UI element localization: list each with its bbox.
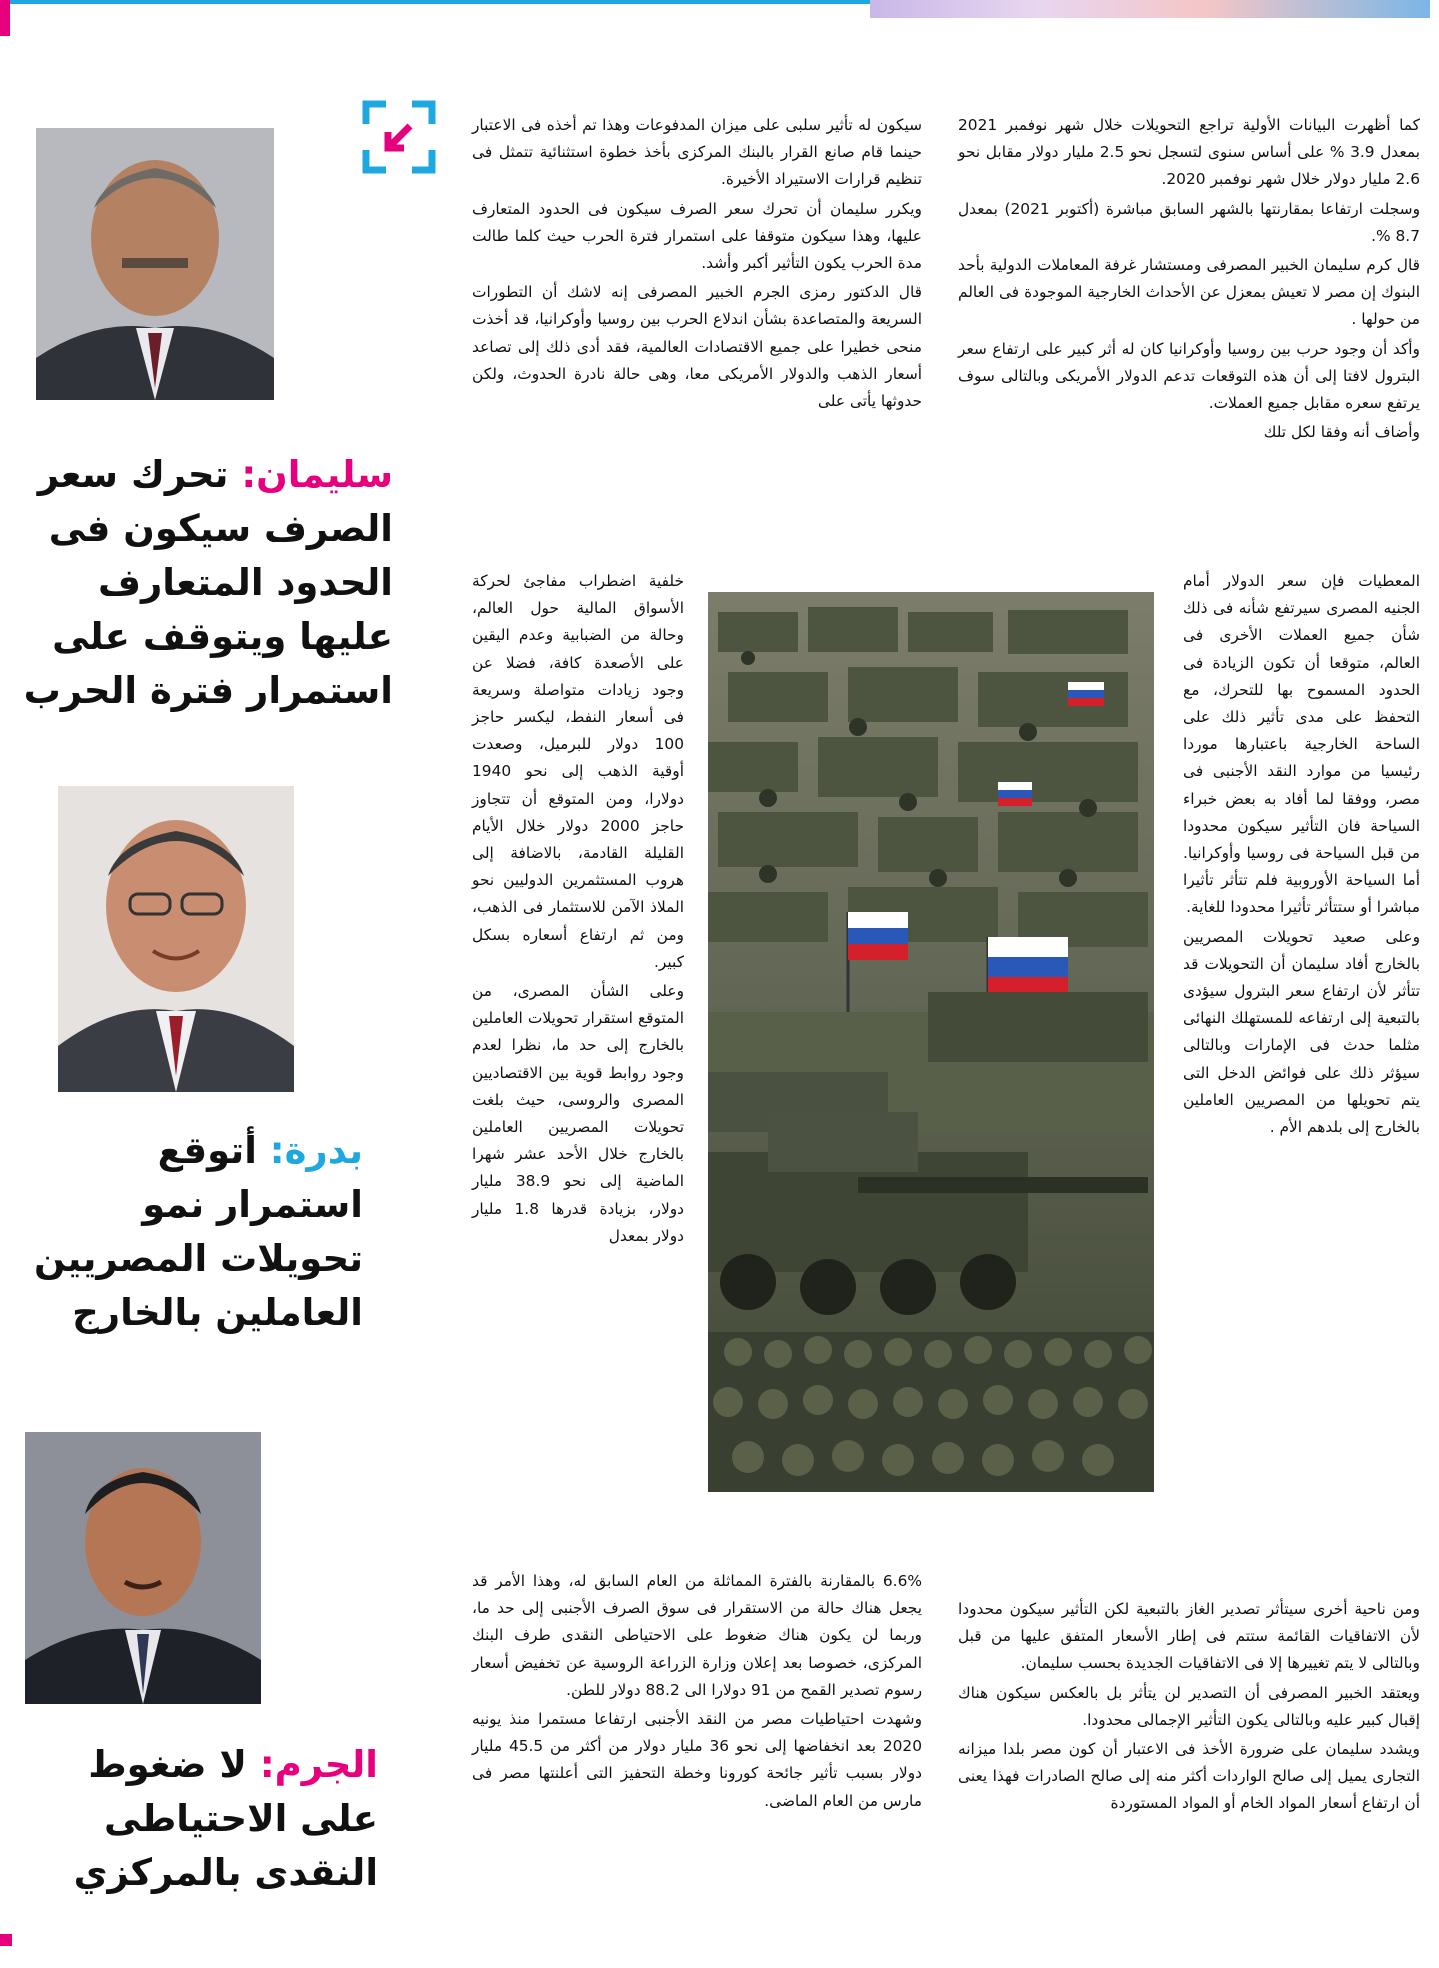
headline-speaker: سليمان: xyxy=(241,453,393,496)
headline-algarm xyxy=(18,1738,378,1900)
headline-text: أتوقع استمرار نمو تحويلات المصريين العاملين بالخارج xyxy=(34,1129,363,1334)
corner-accent-mark xyxy=(0,0,10,36)
portrait-algarm-photo xyxy=(25,1432,261,1704)
headline-speaker: بدرة: xyxy=(269,1129,363,1172)
military-convoy-photo xyxy=(708,592,1154,1492)
paragraph: قال كرم سليمان الخبير المصرفى ومستشار غرفة المعاملات الدولية بأحد البنوك إن مصر لا تعيش بمعزل عن الأحداث الخارجية الموجودة فى العالم من حولها . xyxy=(958,256,1420,329)
article-column-right-bottom xyxy=(958,1596,1420,1820)
paragraph: وعلى صعيد تحويلات المصريين بالخارج أفاد سليمان أن التحويلات قد تتأثر لأن ارتفاع سعر البترول سيؤدى بالتبعية إلى ارتفاعه للمستهلك النهائى مثلما حدث فى الإمارات وبالتالى سيؤثر ذلك على فوائض الدخل التى يتم تحويلها من المصريين العاملين بالخارج إلى بلدهم الأم . xyxy=(1183,927,1420,1137)
paragraph: قال الدكتور رمزى الجرم الخبير المصرفى إنه لاشك أن التطورات السريعة والمتصاعدة بشأن اندلاع الحرب بين روسيا وأوكرانيا، قد أخذت منحى خطيرا على جميع الاقتصادات العالمية، فقد أدى ذلك إلى تصاعد أسعار الذهب والدولار الأمريكى معا، وهى حالة نادرة الحدوث، ولكن حدوثها يأتى على xyxy=(472,283,922,411)
paragraph: خلفية اضطراب مفاجئ لحركة الأسواق المالية حول العالم، وحالة من الضبابية وعدم اليقين على الأصعدة كافة، فضلا عن وجود زيادات متواصلة وسريعة فى أسعار النفط، ليكسر حاجز 100 دولار للبرميل، وصعدت أوقية الذهب إلى نحو 1940 دولارا، ومن المتوقع أن تتجاوز حاجز 2000 دولار خلال الأيام القليلة القادمة، بالاضافة إلى هروب المستثمرين الدوليين نحو الملاذ الآمن للاستثمار فى الذهب، ومن ثم ارتفاع أسعاره بسكل كبير. xyxy=(472,572,685,971)
paragraph: ويعتقد الخبير المصرفى أن التصدير لن يتأثر بل بالعكس سيكون هناك إقبال كبير عليه وبالتالى يكون التأثير الإجمالى محدودا. xyxy=(958,1683,1420,1729)
paragraph: سيكون له تأثير سلبى على ميزان المدفوعات وهذا تم أخذه فى الاعتبار حينما قام صانع القرار بالبنك المركزى بأخذ خطوة استثنائية تتمثل فى تنظيم قرارات الاستيراد الأخيرة. xyxy=(472,116,922,189)
paragraph: ومن ناحية أخرى سيتأثر تصدير الغاز بالتبعية لكن التأثير سيكون محدودا لأن الاتفاقيات القائمة ستتم فى إطار الأسعار المتفق عليها من قبل وبالتالى لا يتم تغييرها إلا فى الاتفاقيات الجديدة بحسب سليمان. xyxy=(958,1600,1420,1673)
paragraph: وأضاف أنه وفقا لكل تلك xyxy=(1263,423,1420,442)
article-column-right-narrow xyxy=(1183,568,1420,1143)
portrait-soliman-photo xyxy=(36,128,274,400)
paragraph: وعلى الشأن المصرى، من المتوقع استقرار تحويلات العاملين بالخارج إلى حد ما، نظرا لعدم وجود روابط قوية بين الاقتصاديين المصرى والروسى، حيث بلغت تحويلات المصريين العاملين بالخارج خلال الأحد عشر شهرا الماضية إلى نحو 38.9 مليار دولار، بزيادة قدرها 1.8 مليار دولار بمعدل xyxy=(472,982,685,1245)
paragraph: وأكد أن وجود حرب بين روسيا وأوكرانيا كان له أثر كبير على ارتفاع سعر البترول لافتا إلى أن هذه التوقعات تدعم الدولار الأمريكى وبالتالى سوف يرتفع سعره مقابل جميع العملات. xyxy=(958,339,1420,413)
article-column-middle xyxy=(472,112,922,417)
paragraph: وسجلت ارتفاعا بمقارنتها بالشهر السابق مباشرة (أكتوبر 2021) بمعدل 8.7 %. xyxy=(958,199,1421,245)
headline-badra xyxy=(18,1124,363,1340)
top-decorative-strip xyxy=(870,0,1430,18)
paragraph: كما أظهرت البيانات الأولية تراجع التحويلات خلال شهر نوفمبر 2021 بمعدل 3.9 % على أساس سنوى لتسجل نحو 2.5 مليار دولار مقابل نحو 2.6 مليار دولار خلال شهر نوفمبر 2020. xyxy=(958,116,1420,189)
article-column-right xyxy=(958,112,1420,448)
paragraph: ويشدد سليمان على ضرورة الأخذ فى الاعتبار أن كون مصر بلدا ميزانه التجارى يميل إلى صالح الواردات أكثر منه إلى صالح الصادرات فهذا يعنى أن ارتفاع أسعار المواد الخام أو المواد المستوردة xyxy=(958,1740,1420,1813)
paragraph: ويكرر سليمان أن تحرك سعر الصرف سيكون فى الحدود المتعارف عليها، وهذا سيكون متوقفا على استمرار فترة الحرب حيث كلما طالت مدة الحرب يكون التأثير أكبر وأشد. xyxy=(472,199,922,273)
article-column-middle-bottom xyxy=(472,1568,922,1817)
headline-soliman xyxy=(18,448,393,718)
arrow-down-left-icon xyxy=(362,100,436,174)
paragraph: وشهدت احتياطيات مصر من النقد الأجنبى ارتفاعا مستمرا منذ يونيه 2020 بعد انخفاضها إلى نحو 36 مليار دولار من أكثر من 45.5 مليار دولار بسبب تأثير جائحة كورونا وخطة التحفيز التى أعلنتها مصر فى مارس من العام الماضى. xyxy=(472,1710,922,1810)
headline-text: تحرك سعر الصرف سيكون فى الحدود المتعارف عليها ويتوقف على استمرار فترة الحرب xyxy=(23,453,393,712)
bottom-accent-mark xyxy=(0,1934,12,1946)
portrait-badra-photo xyxy=(58,786,294,1092)
paragraph: 6.6% بالمقارنة بالفترة المماثلة من العام السابق له، وهذا الأمر قد يجعل هناك حالة من الاستقرار فى سوق الصرف الأجنبى إلى حد ما، وربما لن يكون هناك ضغوط على الاحتياطى النقدى طرف البنك المركزى، خصوصا بعد إعلان وزارة الزراعة الروسية عن تخفيض أسعار رسوم تصدير القمح من 91 دولارا الى 88.2 دولار للطن. xyxy=(472,1572,922,1699)
headline-text: لا ضغوط على الاحتياطى النقدى بالمركزي xyxy=(73,1743,378,1894)
article-column-middle-narrow xyxy=(472,568,684,1252)
headline-speaker: الجرم: xyxy=(259,1743,378,1786)
paragraph: المعطيات فإن سعر الدولار أمام الجنيه المصرى سيرتفع شأنه فى ذلك شأن جميع العملات الأخرى فى العالم، متوقعا أن تكون الزيادة فى الحدود المسموح بها للتحرك، مع التحفظ على مدى تأثير ذلك على الساحة الخارجية باعتبارها موردا رئيسيا من موارد النقد الأجنبى فى مصر، ووفقا لما أفاد به بعض خبراء السياحة فان التأثير سيكون محدودا من قبل السياحة فى روسيا وأوكرانيا. أما السياحة الأوروبية فلم تتأثر تأثيرا مباشرا أو ستتأثر تأثيرا محدودا للغاية. xyxy=(1183,572,1420,917)
